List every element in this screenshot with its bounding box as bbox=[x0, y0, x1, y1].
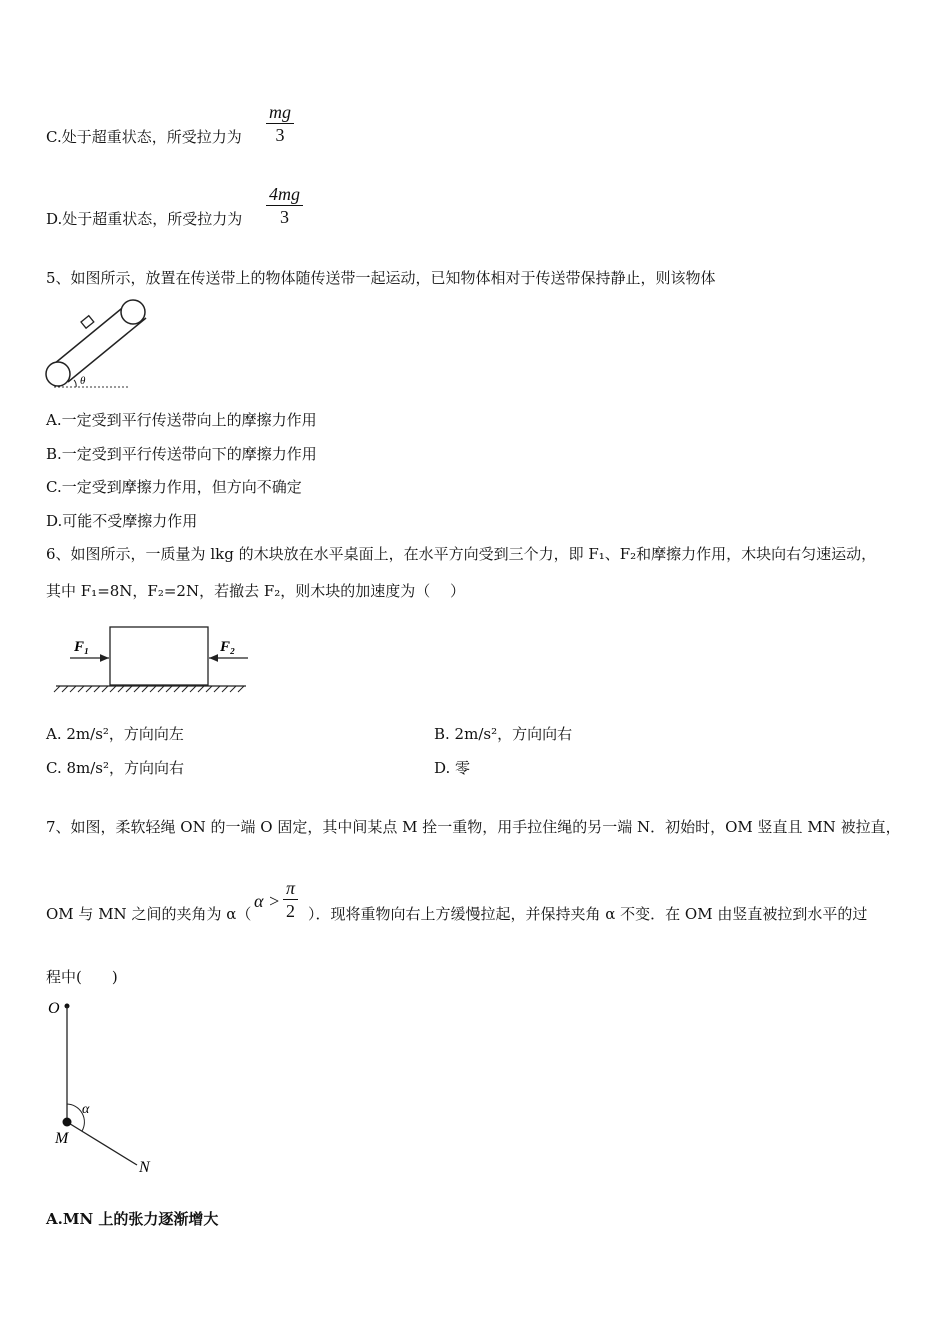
q5-option-d: D.可能不受摩擦力作用 bbox=[46, 512, 198, 530]
f2-label: F₂ bbox=[220, 639, 236, 655]
q5-option-b: B.一定受到平行传送带向下的摩擦力作用 bbox=[46, 445, 317, 463]
table-hatching bbox=[54, 686, 244, 692]
segment-mn bbox=[67, 1122, 137, 1165]
point-n-label: N bbox=[139, 1159, 150, 1176]
f1-label: F₁ bbox=[74, 639, 90, 655]
point-o-label: O bbox=[48, 1000, 60, 1017]
q7-stem-line3: 程中( ) bbox=[46, 968, 118, 986]
q7-condition-fraction bbox=[283, 877, 298, 922]
q4-option-c-fraction bbox=[266, 101, 294, 146]
theta-label: θ bbox=[80, 375, 86, 387]
q7-stem-line2-end: ）．现将重物向右上方缓慢拉起，并保持夹角 α 不变．在 OM 由竖直被拉到水平的过 bbox=[308, 905, 868, 923]
q5-stem: 5、如图所示，放置在传送带上的物体随传送带一起运动，已知物体相对于传送带保持静止，则该物体 bbox=[46, 269, 716, 287]
q5-option-c: C.一定受到摩擦力作用，但方向不确定 bbox=[46, 478, 302, 496]
q5-option-a: A.一定受到平行传送带向上的摩擦力作用 bbox=[46, 411, 317, 429]
fraction-numerator: 4mg bbox=[266, 183, 303, 206]
fraction-denominator: 3 bbox=[275, 125, 285, 145]
q7-condition-lhs: α > bbox=[254, 891, 281, 911]
q6-option-c: C. 8m/s²，方向向右 bbox=[46, 759, 185, 777]
q7-stem-line2-start: OM 与 MN 之间的夹角为 α（ bbox=[46, 905, 252, 923]
fraction-denominator: 2 bbox=[286, 901, 296, 921]
q6-option-b: B. 2m/s²，方向向右 bbox=[434, 725, 573, 743]
q4-option-d-fraction bbox=[266, 183, 303, 228]
q4-option-c: C.处于超重状态，所受拉力为 bbox=[46, 128, 242, 146]
upper-roller bbox=[121, 300, 145, 324]
wooden-block bbox=[110, 627, 208, 685]
alpha-label: α bbox=[82, 1102, 90, 1117]
weight-m-dot bbox=[63, 1118, 72, 1127]
fraction-numerator: π bbox=[283, 877, 298, 900]
q6-option-d: D. 零 bbox=[434, 759, 471, 777]
q4-option-d: D.处于超重状态，所受拉力为 bbox=[46, 210, 243, 228]
fraction-numerator: mg bbox=[266, 101, 294, 124]
q5-conveyor-figure bbox=[40, 292, 160, 392]
fraction-denominator: 3 bbox=[280, 207, 289, 227]
belt-top-edge bbox=[54, 300, 132, 364]
q6-option-a: A. 2m/s²，方向向左 bbox=[46, 725, 184, 743]
q6-stem-line1: 6、如图所示，一质量为 lkg 的木块放在水平桌面上，在水平方向受到三个力，即 F₁、F₂和摩擦力作用，木块向右匀速运动， bbox=[46, 545, 877, 563]
belt-bottom-edge bbox=[68, 318, 146, 382]
lower-roller bbox=[46, 362, 70, 386]
q7-rope-figure bbox=[40, 992, 170, 1182]
q7-option-a: A.MN 上的张力逐渐增大 bbox=[46, 1210, 219, 1228]
point-m-label: M bbox=[55, 1130, 69, 1147]
q6-stem-line2: 其中 F₁=8N，F₂=2N，若撤去 F₂，则木块的加速度为（ ） bbox=[46, 582, 466, 600]
block-on-belt bbox=[81, 316, 94, 329]
q6-block-figure bbox=[50, 622, 255, 697]
q7-stem-line1: 7、如图，柔软轻绳 ON 的一端 O 固定，其中间某点 M 拴一重物，用手拉住绳的另一端 N．初始时，OM 竖直且 MN 被拉直， bbox=[46, 818, 901, 836]
angle-arc bbox=[74, 380, 76, 387]
